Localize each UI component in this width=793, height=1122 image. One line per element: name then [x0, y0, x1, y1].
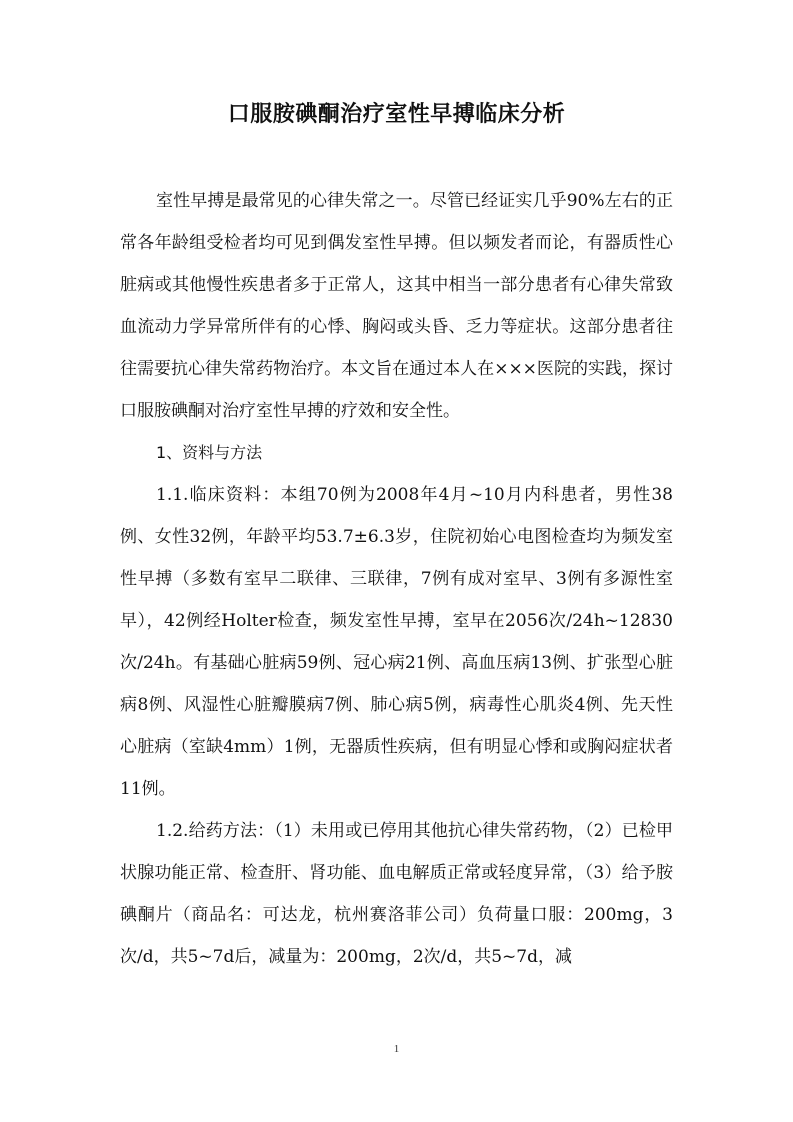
clinical-data-paragraph: 1.1.临床资料：本组70例为2008年4月~10月内科患者，男性38例、女性32例，年龄平均53.7±6.3岁，住院初始心电图检查均为频发室性早搏（多数有室早二联律、三联律，7例有成对室早、3例有多源性室早），42例经Holter检查，频发室性早搏，室早在2056次/24h~12830次/24h。有基础心脏病59例、冠心病21例、高血压病13例、扩张型心脏病8例、风湿性心脏瓣膜病7例、肺心病5例，病毒性心肌炎4例、先天性心脏病（室缺4mm）1例，无器质性疾病，但有明显心悸和或胸闷症状者11例。	[120, 485, 673, 799]
dosing-method-paragraph: 1.2.给药方法：（1）未用或已停用其他抗心律失常药物，（2）已检甲状腺功能正常、检查肝、肾功能、血电解质正常或轻度异常，（3）给予胺碘酮片（商品名：可达龙，杭州赛洛菲公司）负荷量口服：200mg，3次/d，共5~7d后，减量为：200mg，2次/d，共5~7d，减	[120, 821, 673, 967]
intro-paragraph: 室性早搏是最常见的心律失常之一。尽管已经证实几乎90%左右的正常各年龄组受检者均可见到偶发室性早搏。但以频发者而论，有器质性心脏病或其他慢性疾患者多于正常人，这其中相当一部分患者有心律失常致血流动力学异常所伴有的心悸、胸闷或头昏、乏力等症状。这部分患者往往需要抗心律失常药物治疗。本文旨在通过本人在×××医院的实践，探讨口服胺碘酮对治疗室性早搏的疗效和安全性。	[120, 191, 673, 421]
section-heading-materials-methods: 1、资料与方法	[156, 443, 263, 462]
document-title: 口服胺碘酮治疗室性早搏临床分析	[227, 102, 566, 127]
page-number: 1	[393, 1043, 400, 1055]
document-body	[120, 180, 673, 978]
